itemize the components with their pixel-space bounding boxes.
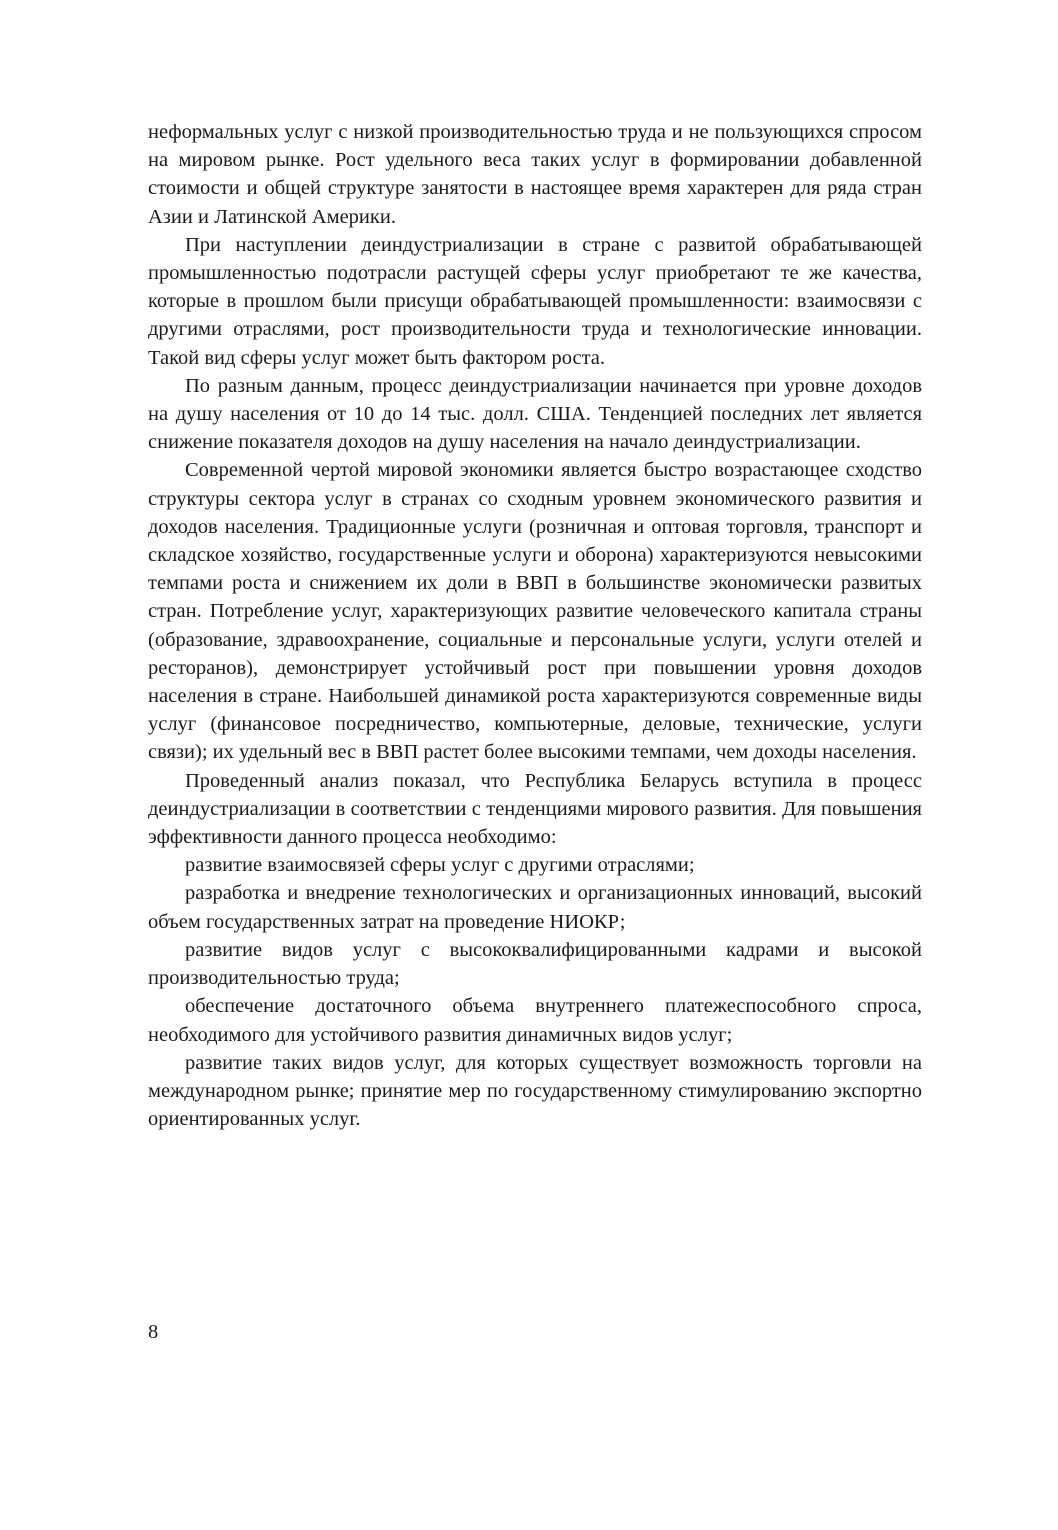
paragraph: Современной чертой мировой экономики является быстро возрастающее сходство структуры сектора услуг в странах со сходным уровнем экономического развития и доходов населения. Традиционные услуги (розничная и оптовая торговля, транспорт и складское хозяйство, государственные услуги и оборона) характеризуются невысокими темпами роста и снижением их доли в ВВП в большинстве экономически развитых стран. Потребление услуг, характеризующих развитие человеческого капитала страны (образование, здравоохранение, социальные и персональные услуги, услуги отелей и ресторанов), демонстрирует устойчивый рост при повышении уровня доходов населения в стране. Наибольшей динамикой роста характеризуются современные виды услуг (финансовое посредничество, компьютерные, деловые, технические, услуги связи); их удельный вес в ВВП растет более высокими темпами, чем доходы населения. bbox=[148, 459, 922, 764]
paragraph: При наступлении деиндустриализации в стране с развитой обрабатывающей промышленностью подотрасли растущей сферы услуг приобретают те же качества, которые в прошлом были присущи обрабатывающей промышленности: взаимосвязи с другими отраслями, рост производительности труда и технологические инновации. Такой вид сферы услуг может быть фактором роста. bbox=[148, 233, 922, 369]
page-number: 8 bbox=[148, 1321, 159, 1343]
paragraph: неформальных услуг с низкой производительностью труда и не пользующихся спросом на мировом рынке. Рост удельного веса таких услуг в формировании добавленной стоимости и общей структуре занятости в настоящее время характерен для ряда стран Азии и Латинской Америки. bbox=[148, 121, 922, 228]
paragraph: По разным данным, процесс деиндустриализации начинается при уровне доходов на душу населения от 10 до 14 тыс. долл. США. Тенденцией последних лет является снижение показателя доходов на душу населения на начало деиндустриализации. bbox=[148, 374, 922, 454]
list-item: развитие взаимосвязей сферы услуг с другими отраслями; bbox=[185, 854, 695, 877]
body-text bbox=[148, 118, 922, 1133]
list-item: обеспечение достаточного объема внутреннего платежеспособного спроса, необходимого для устойчивого развития динамичных видов услуг; bbox=[148, 995, 922, 1046]
list-item: развитие видов услуг с высококвалифицированными кадрами и высокой производительностью труда; bbox=[148, 938, 922, 990]
list-item: развитие таких видов услуг, для которых существует возможность торговли на международном рынке; принятие мер по государственному стимулированию экспортно ориентированных услуг. bbox=[148, 1051, 922, 1131]
list-item: разработка и внедрение технологических и организационных инноваций, высокий объем государственных затрат на проведение НИОКР; bbox=[148, 882, 922, 933]
paragraph: Проведенный анализ показал, что Республика Беларусь вступила в процесс деиндустриализации в соответствии с тенденциями мирового развития. Для повышения эффективности данного процесса необходимо: bbox=[148, 769, 922, 849]
